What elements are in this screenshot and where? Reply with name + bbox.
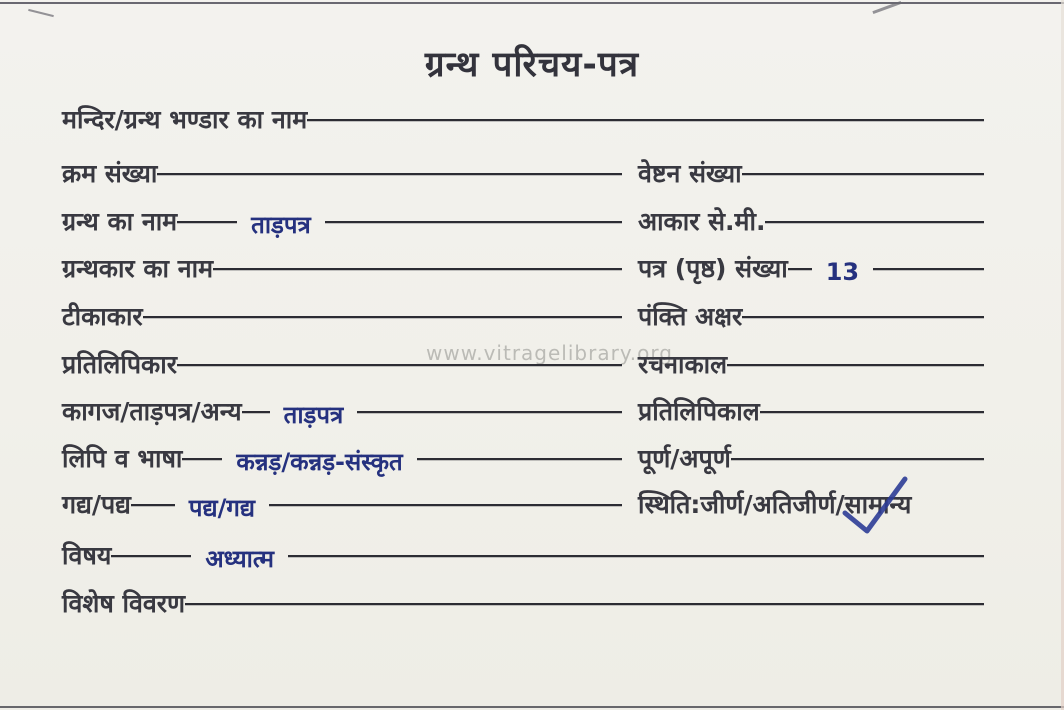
field-line [307,119,984,121]
form-row-granthkaar-patra-sankhya [62,253,984,287]
field-line [182,458,222,460]
field-label: विषय [62,541,112,570]
field-value: 13 [825,258,860,286]
field-line [742,173,984,175]
field-line [765,221,984,223]
field-label: आकार से.मी. [638,207,766,236]
field-line [111,555,191,557]
field-label: रचनाकाल [638,350,728,379]
field-line [742,316,984,318]
field-line [417,458,622,460]
watermark: www.vitragelibrary.org [426,341,673,365]
field-label: वेष्टन संख्या [638,159,742,188]
form-row-pratilipikaar-rachnakaal [62,349,984,382]
form-row-vishay [62,540,984,574]
form-row-granth-naam-aakaar [62,206,984,240]
page-title: ग्रन्थ परिचय-पत्र [424,45,640,85]
form-row-lipi-bhasha-poorn [62,443,984,477]
field-value: ताड़पत्र [251,211,311,239]
form-row-vishesh-vivaran [62,588,984,621]
field-label: स्थिति:जीर्ण/अतिजीर्ण/ [638,490,845,519]
field-line [177,364,622,366]
field-line [357,411,622,413]
field-value: पद्य/गद्य [188,494,256,522]
field-line [288,555,984,557]
form-row-mandir-name [62,104,984,137]
field-label: ग्रन्थकार का नाम [62,254,214,283]
field-label: पंक्ति अक्षर [638,302,743,331]
field-label: प्रतिलिपिकाल [638,397,760,426]
field-value: अध्यात्म [205,545,274,573]
form-row-kram-veshtan [62,158,984,191]
field-label: टीकाकार [62,302,143,331]
field-line [788,268,812,270]
field-line [143,316,622,318]
field-label: पत्र (पृष्ठ) संख्या [638,254,788,283]
field-label: गद्य/पद्य [62,490,131,519]
field-line [760,411,984,413]
field-value: ताड़पत्र [283,401,344,429]
field-label: प्रतिलिपिकार [62,350,177,379]
field-line [269,504,622,506]
field-line [185,603,984,605]
field-value: कन्नड़/कन्नड़-संस्कृत [236,448,403,476]
checked-option [845,489,912,522]
field-line [873,268,984,270]
form-row-gadya-padya-sthiti [62,489,984,523]
field-line [242,411,270,413]
field-line [213,268,622,270]
field-label: मन्दिर/ग्रन्थ भण्डार का नाम [62,105,308,134]
scan-bottom-edge-line [0,706,1064,708]
form-row-kaagaj-pratilipikaal [62,396,984,430]
field-label: क्रम संख्या [62,159,158,188]
field-label: पूर्ण/अपूर्ण [638,444,731,473]
field-line [325,221,622,223]
field-line [157,173,622,175]
field-label: लिपि व भाषा [62,444,183,473]
field-option-label: सामान्य [844,490,912,519]
field-line [727,364,984,366]
scan-top-edge-line [0,2,1064,4]
form-row-teekakaar-pankti [62,301,984,334]
field-line [177,221,237,223]
field-label: विशेष विवरण [62,589,186,618]
field-label: ग्रन्थ का नाम [62,207,178,236]
field-line [131,504,175,506]
field-line [731,458,984,460]
field-label: कागज/ताड़पत्र/अन्य [62,397,242,426]
